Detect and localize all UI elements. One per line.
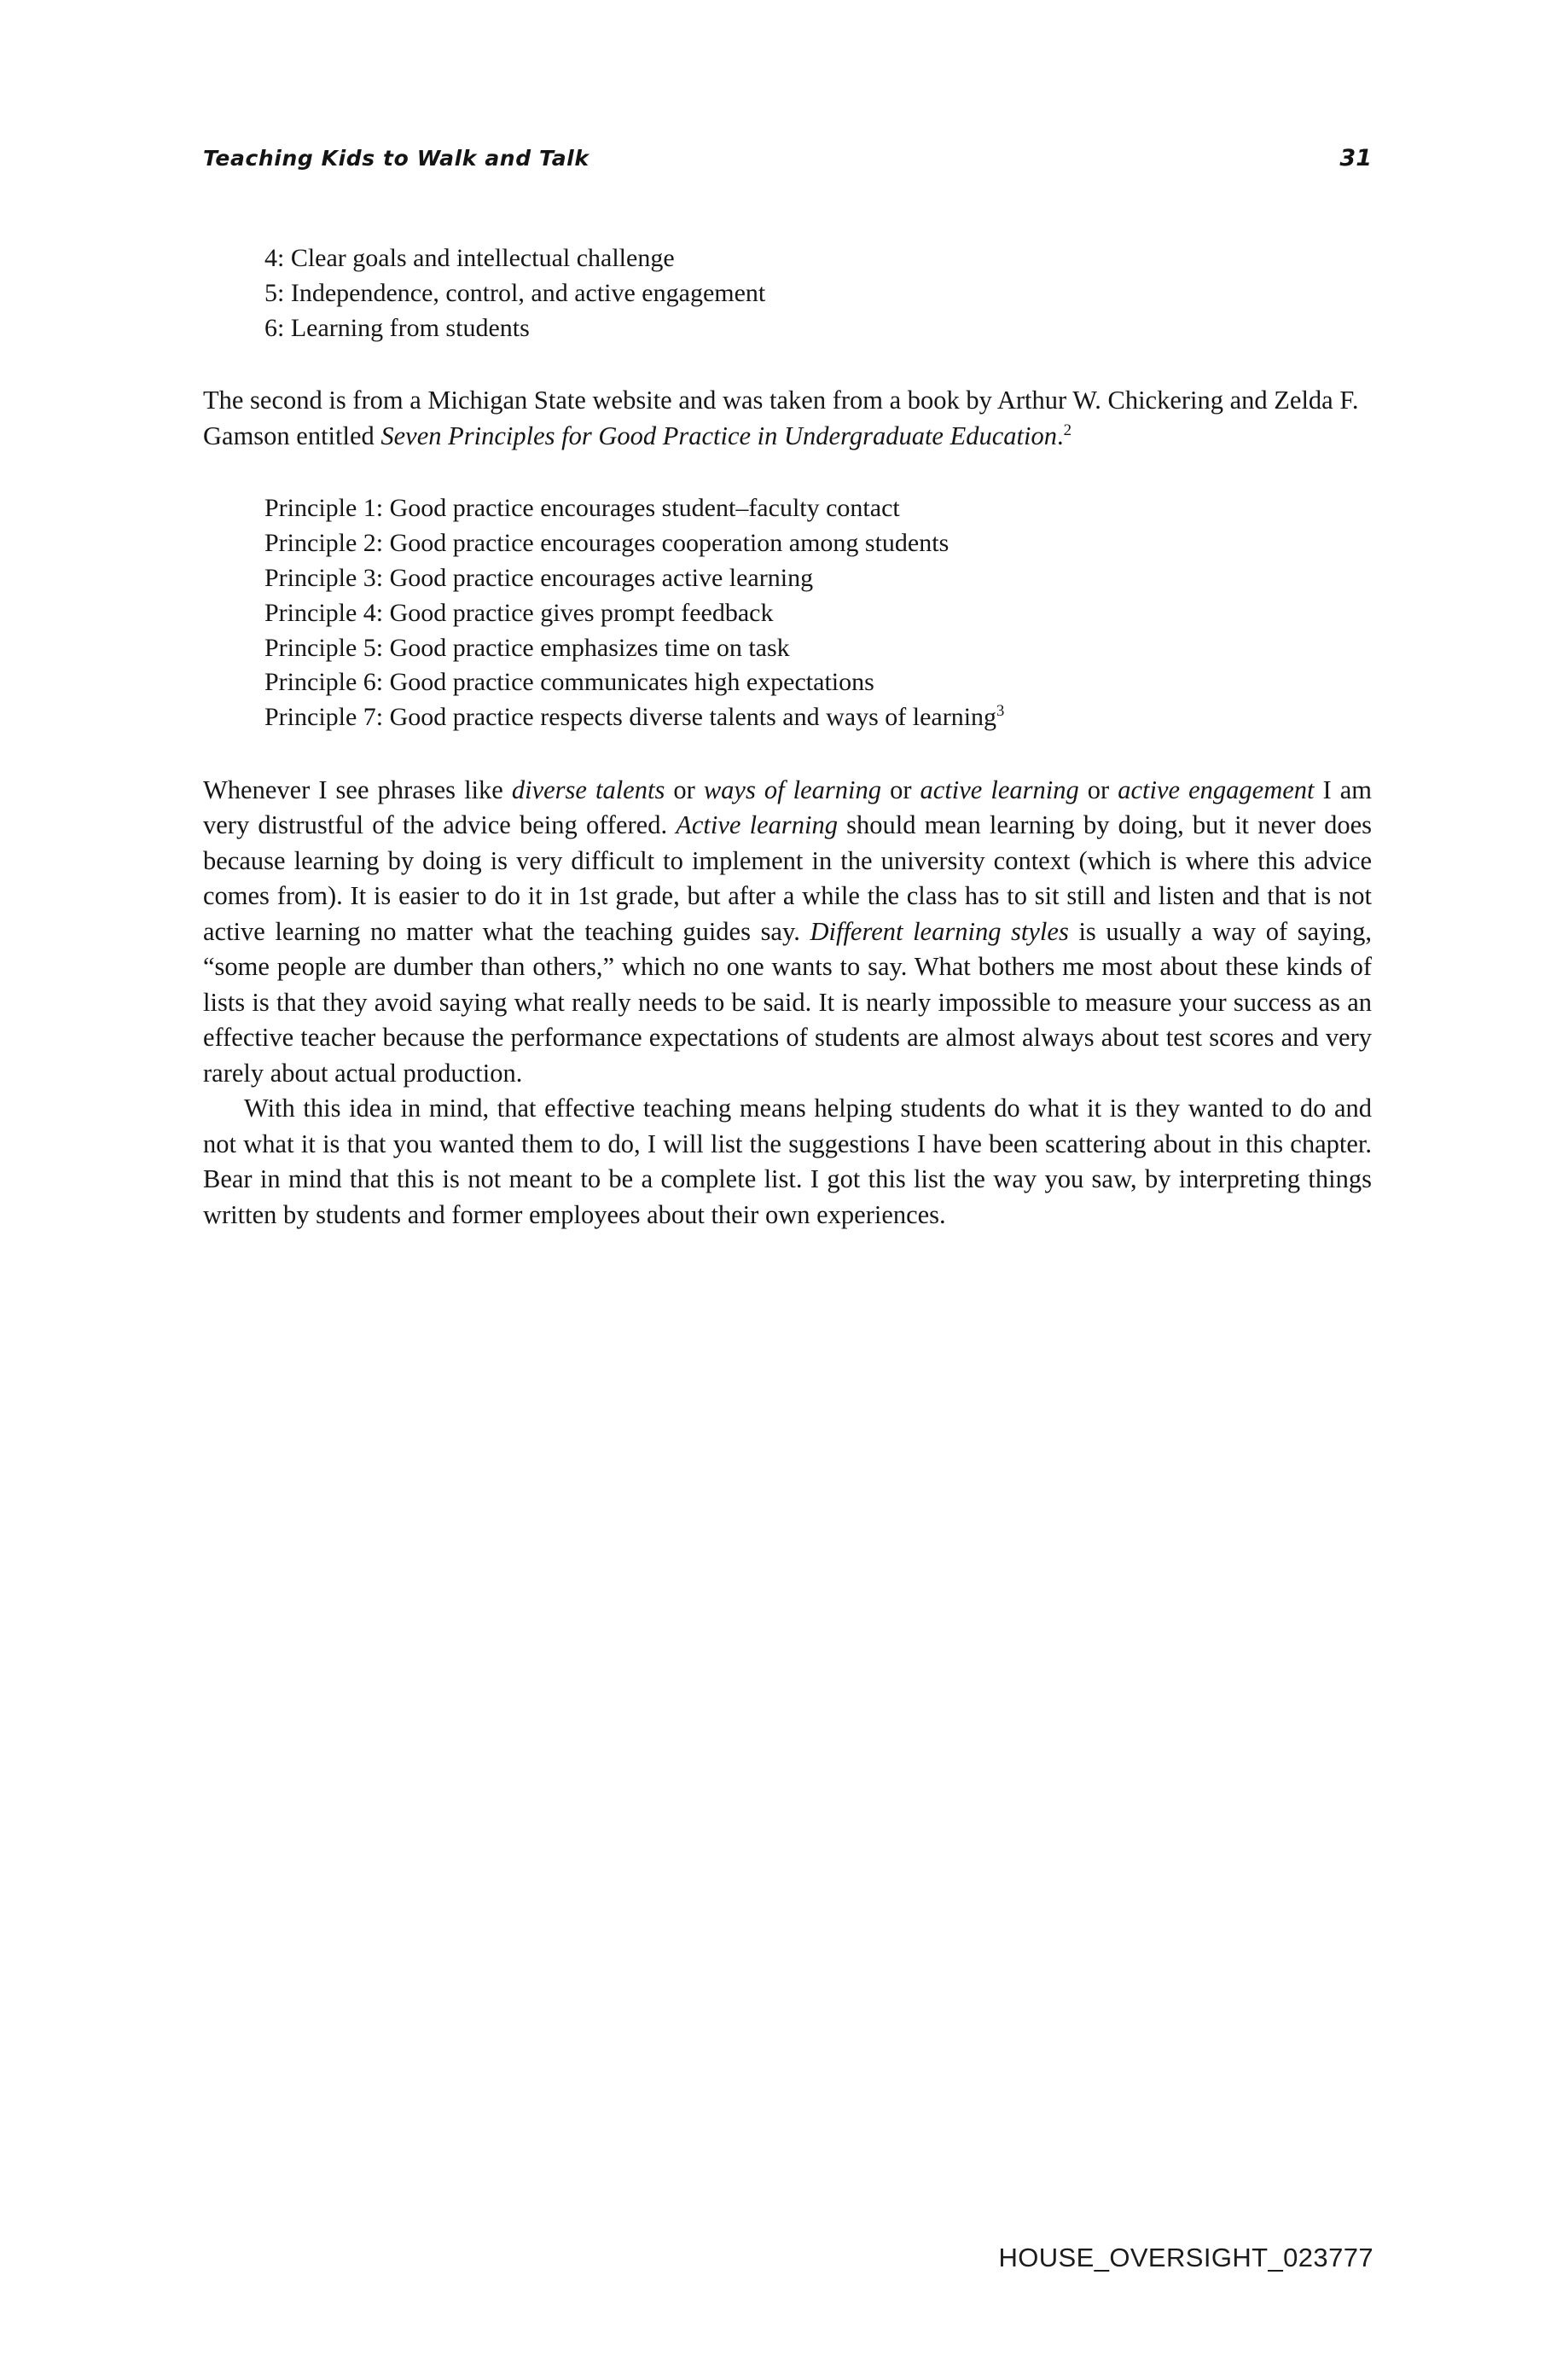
running-head <box>203 145 1372 171</box>
list-item: Principle 1: Good practice encourages student–faculty contact <box>264 494 900 523</box>
principles-list <box>264 491 1372 735</box>
book-title-italic: Seven Principles for Good Practice in Undergraduate Education <box>380 421 1057 450</box>
list-item: 4: Clear goals and intellectual challenge <box>264 244 675 272</box>
list-item-text: Principle 7: Good practice respects diverse talents and ways of learning <box>264 703 997 732</box>
emphasis-active-learning-2: Active learning <box>676 810 838 840</box>
numbered-items-list <box>264 241 1372 345</box>
source-paragraph <box>203 383 1372 454</box>
source-after-title: . <box>1056 421 1064 450</box>
page-number: 31 <box>1339 145 1372 171</box>
list-item: Principle 6: Good practice communicates high expectations <box>264 668 874 697</box>
emphasis-ways-of-learning: ways of learning <box>703 775 882 804</box>
text-run: should mean learning by doing, but it never does because learning by doing is very difficult to implement in the university context (which is where this advice comes from). It is easier to do it in 1st grade, but after a while the class has to sit still and listen and that is not active learning no matter what the teaching guides say. <box>203 810 1373 946</box>
list-item: Principle 3: Good practice encourages active learning <box>264 563 814 592</box>
footnote-marker-2: 2 <box>1063 421 1072 439</box>
list-item: 6: Learning from students <box>264 313 530 342</box>
paragraph-critique <box>203 773 1372 1091</box>
text-run: is usually a way of saying, “some people are dumber than others,” which no one wants to say. What bothers me most about these kinds of lists is that they avoid saying what really needs to be said. It is nearly impossible to measure your success as an effective teacher because the performance expectations of students are almost always about test scores and very rarely about actual production. <box>203 916 1372 1088</box>
page-content <box>203 145 1372 1233</box>
emphasis-different-learning-styles: Different learning styles <box>810 916 1069 946</box>
text-run: Whenever I see phrases like <box>203 775 512 804</box>
spacer <box>203 735 1372 773</box>
text-run: I am very distrustful of the advice being offered. <box>203 775 1372 840</box>
list-item: Principle 2: Good practice encourages cooperation among students <box>264 529 950 558</box>
text-run: or <box>665 775 704 804</box>
list-item: Principle 4: Good practice gives prompt feedback <box>264 598 774 627</box>
footnote-marker-3: 3 <box>996 702 1005 721</box>
text-run: or <box>1078 775 1118 804</box>
source-lead-text: The second is from a Michigan State website and was taken from a book by Arthur W. Chickering and Zelda F. Gamson entitled <box>203 386 1359 450</box>
list-item <box>264 700 1372 735</box>
paragraph-suggestions: With this idea in mind, that effective teaching means helping students do what it is they wanted to do and not what it is that you wanted them to do, I will list the suggestions I have been scattering about in this chapter. Bear in mind that this is not meant to be a complete list. I got this list the way you saw, by interpreting things written by students and former employees about their own experiences. <box>203 1094 1372 1229</box>
spacer <box>203 345 1372 383</box>
running-head-title: Teaching Kids to Walk and Talk <box>203 146 589 171</box>
bates-stamp: HOUSE_OVERSIGHT_023777 <box>998 2243 1373 2272</box>
list-item: 5: Independence, control, and active engagement <box>264 278 766 307</box>
list-item: Principle 5: Good practice emphasizes time on task <box>264 633 790 662</box>
emphasis-diverse-talents: diverse talents <box>511 775 665 804</box>
spacer <box>203 454 1372 491</box>
text-run: or <box>881 775 920 804</box>
emphasis-active-engagement: active engagement <box>1118 775 1315 804</box>
emphasis-active-learning: active learning <box>920 775 1079 804</box>
